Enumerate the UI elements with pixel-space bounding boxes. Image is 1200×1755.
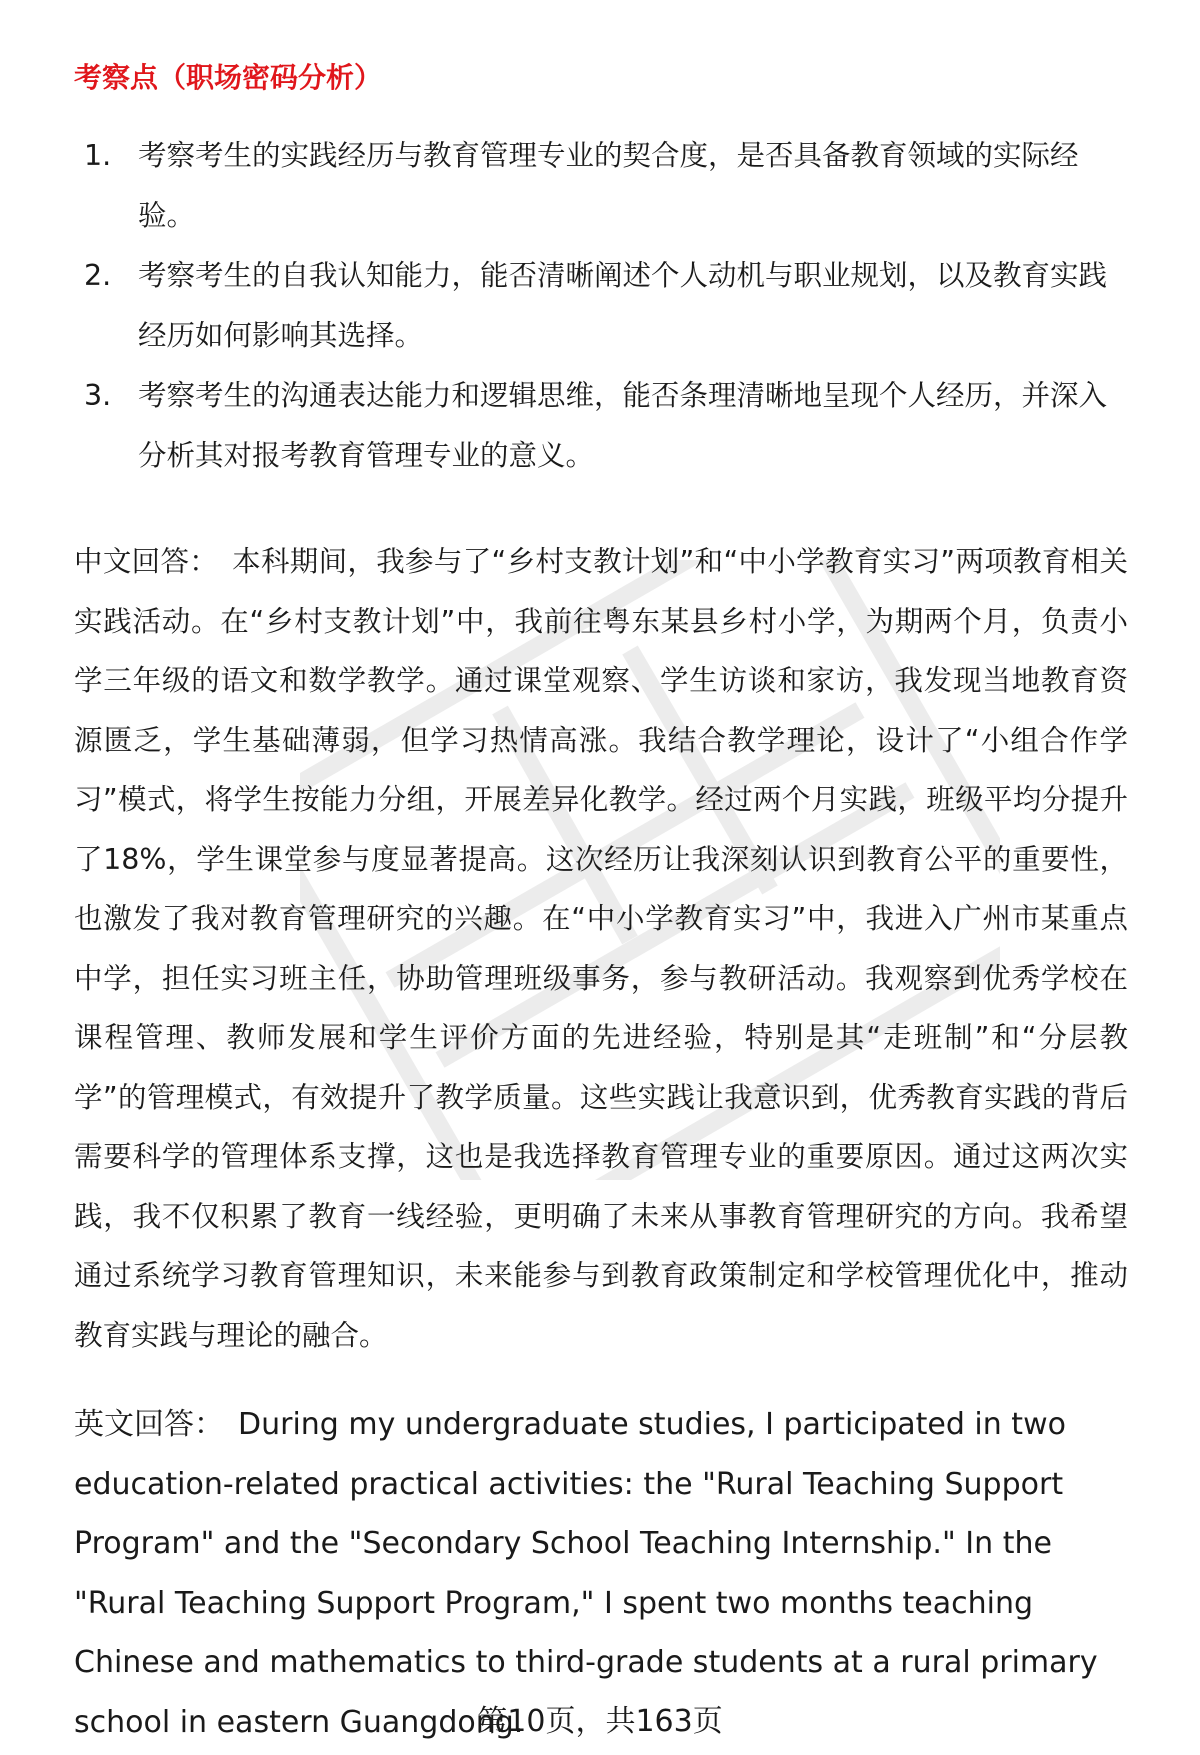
chinese-answer-paragraph: [74, 532, 1128, 1365]
list-item-number: 3.: [84, 379, 112, 412]
english-answer-paragraph: [74, 1395, 1128, 1752]
english-answer-text: During my undergraduate studies, I participated in two education-related practical activities: the "Rural Teaching Support Program" and the "Secondary School Teaching Internship." In the "Rural Teaching Support Program," I spent two months teaching Chinese and mathematics to third-grade students at a rural primary school in eastern Guangdong.: [74, 1407, 1098, 1740]
chinese-answer-label: 中文回答：: [74, 545, 219, 578]
english-answer-label: 英文回答：: [74, 1407, 224, 1442]
section-title: 考察点（职场密码分析）: [74, 61, 383, 94]
chinese-answer-text: 本科期间，我参与了“乡村支教计划”和“中小学教育实习”两项教育相关实践活动。在“乡村支教计划”中，我前往粤东某县乡村小学，为期两个月，负责小学三年级的语文和数学教学。通过课堂观察、学生访谈和家访，我发现当地教育资源匮乏，学生基础薄弱，但学习热情高涨。我结合教学理论，设计了“小组合作学习”模式，将学生按能力分组，开展差异化教学。经过两个月实践，班级平均分提升了18%，学生课堂参与度显著提高。这次经历让我深刻认识到教育公平的重要性，也激发了我对教育管理研究的兴趣。在“中小学教育实习”中，我进入广州市某重点中学，担任实习班主任，协助管理班级事务，参与教研活动。我观察到优秀学校在课程管理、教师发展和学生评价方面的先进经验，特别是其“走班制”和“分层教学”的管理模式，有效提升了教学质量。这些实践让我意识到，优秀教育实践的背后需要科学的管理体系支撑，这也是我选择教育管理专业的重要原因。通过这两次实践，我不仅积累了教育一线经验，更明确了未来从事教育管理研究的方向。我希望通过系统学习教育管理知识，未来能参与到教育政策制定和学校管理优化中，推动教育实践与理论的融合。: [74, 545, 1128, 1352]
list-item-text: 考察考生的沟通表达能力和逻辑思维，能否条理清晰地呈现个人经历，并深入分析其对报考教育管理专业的意义。: [138, 379, 1108, 472]
page-number-footer: 第10页，共163页: [477, 1704, 723, 1739]
list-item: [84, 246, 1128, 366]
list-item-text: 考察考生的自我认知能力，能否清晰阐述个人动机与职业规划，以及教育实践经历如何影响其选择。: [138, 259, 1108, 352]
document-content: [74, 58, 1128, 1752]
list-item-text: 考察考生的实践经历与教育管理专业的契合度，是否具备教育领域的实际经验。: [138, 139, 1079, 232]
list-item-number: 1.: [84, 139, 112, 172]
list-item-number: 2.: [84, 259, 112, 292]
assessment-points-list: [74, 126, 1128, 486]
list-item: [84, 366, 1128, 486]
list-item: [84, 126, 1128, 246]
